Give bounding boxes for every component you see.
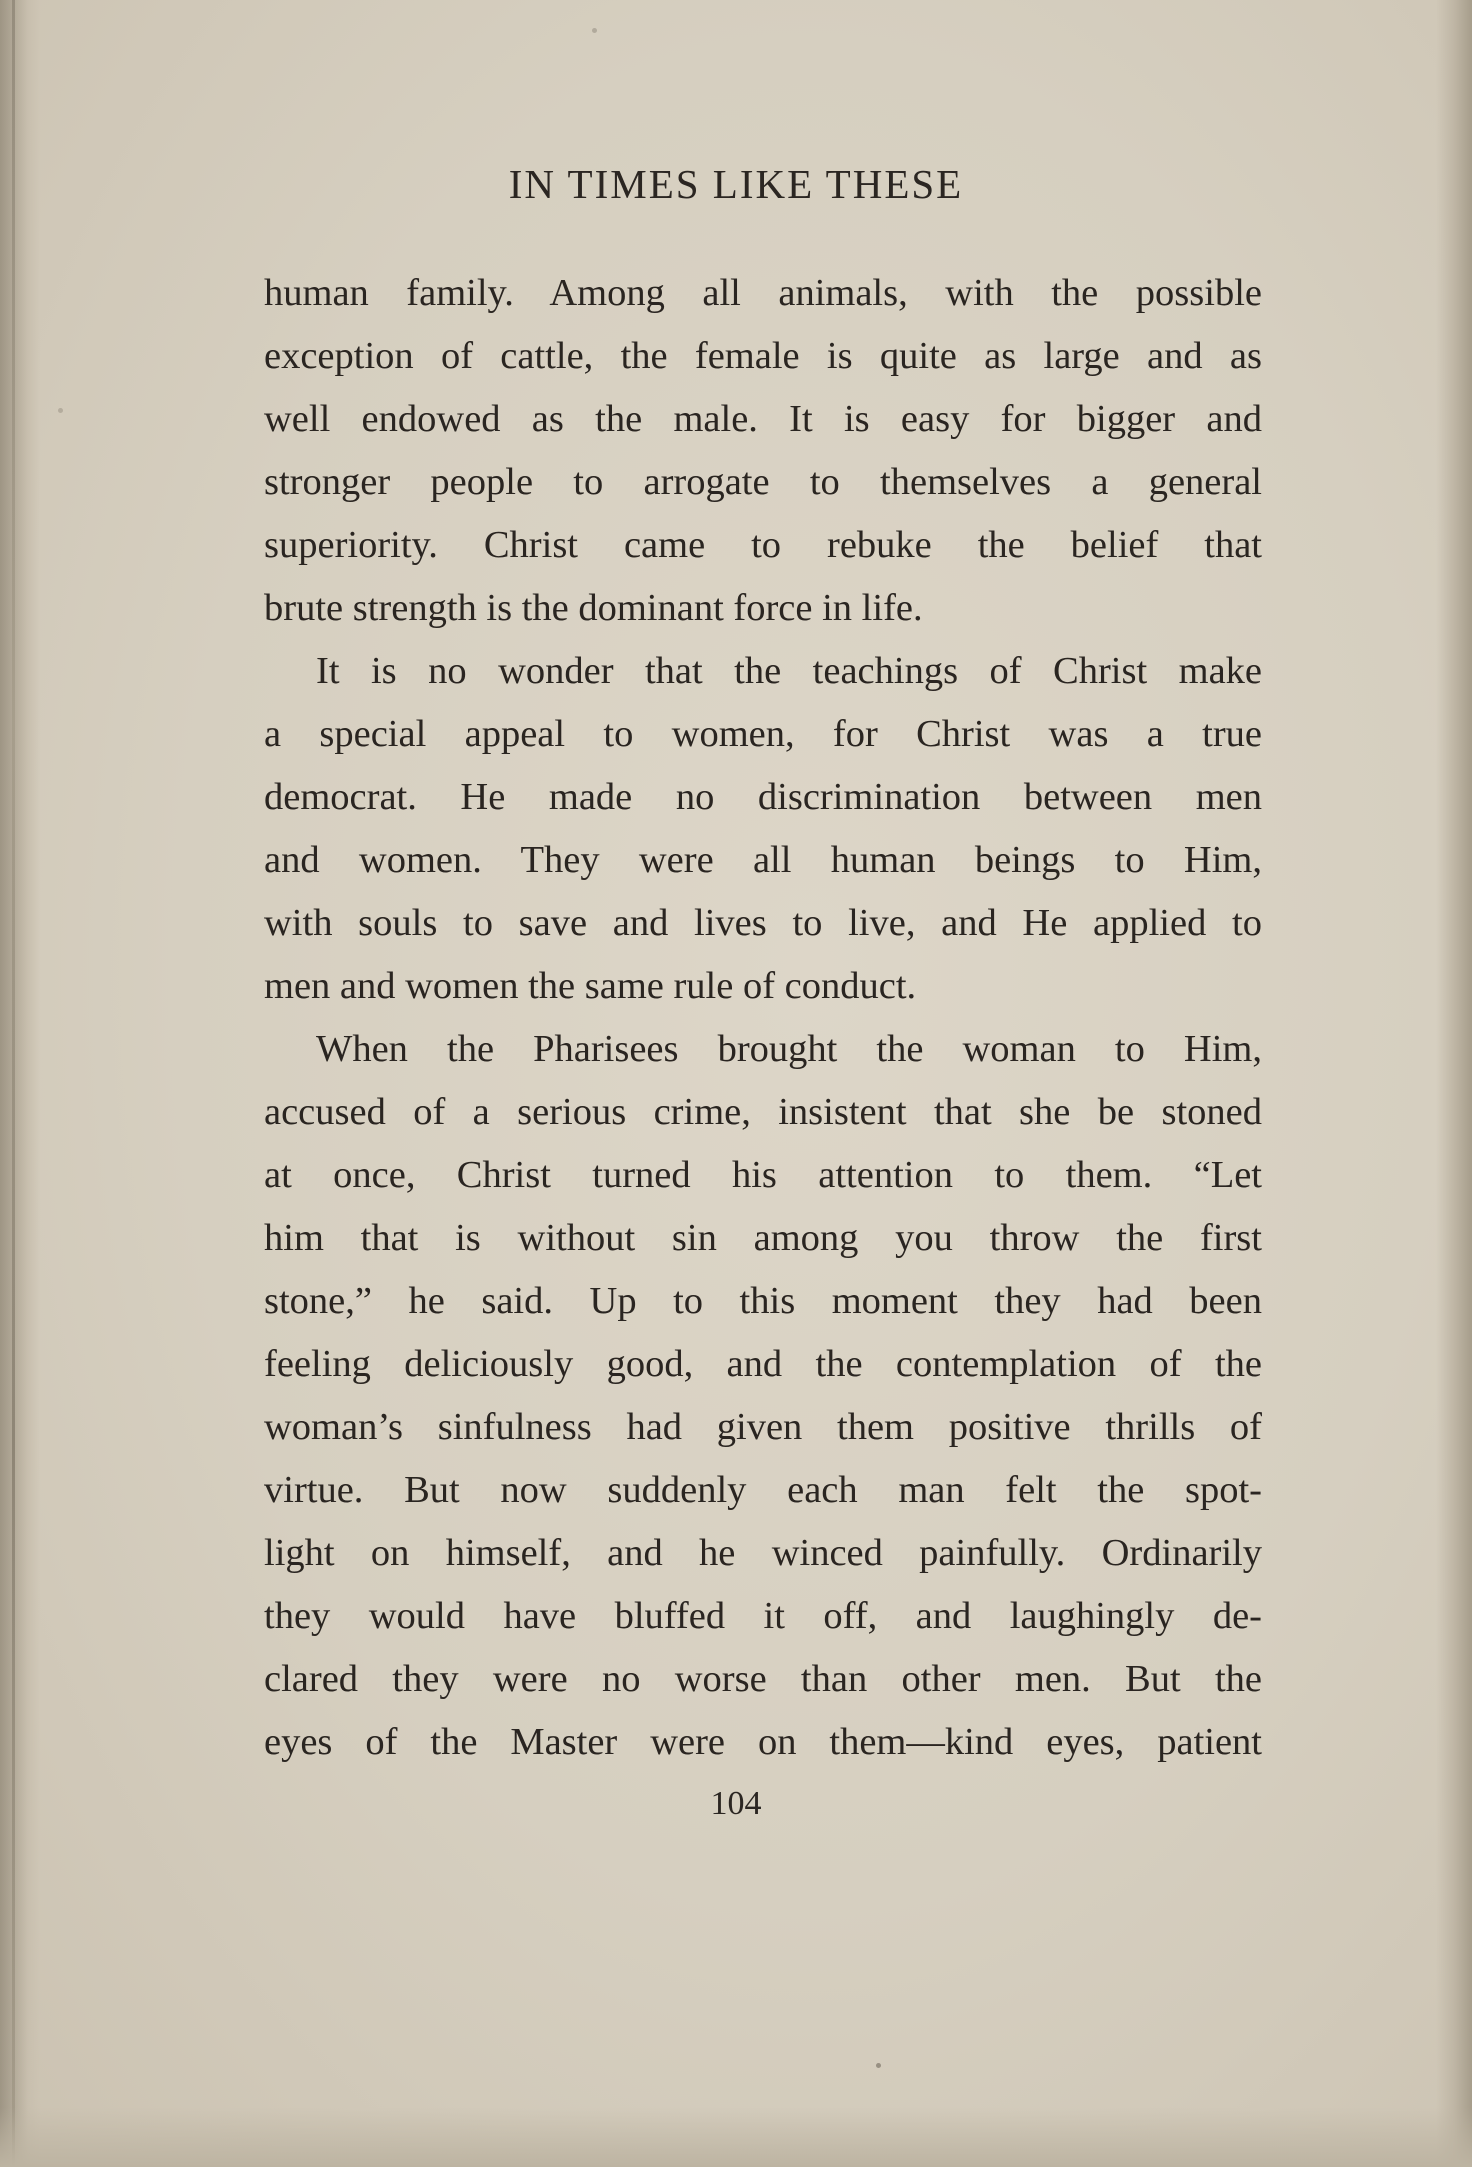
text-line: stone,” he said. Up to this moment they had been	[264, 1280, 1262, 1322]
text-line: clared they were no worse than other men. But the	[264, 1658, 1262, 1700]
text-line: It is no wonder that the teachings of Christ make	[316, 650, 1262, 692]
text-line: feeling deliciously good, and the contemplation of the	[264, 1343, 1262, 1385]
paper-speck	[876, 2063, 881, 2068]
paragraph	[264, 1018, 1262, 1774]
text-line: When the Pharisees brought the woman to Him,	[316, 1028, 1262, 1070]
text-line: human family. Among all animals, with the possible	[264, 272, 1262, 314]
text-line: and women. They were all human beings to Him,	[264, 839, 1262, 881]
body-text	[264, 262, 1262, 1774]
text-line: well endowed as the male. It is easy for bigger and	[264, 398, 1262, 440]
paper-speck	[592, 28, 597, 33]
text-line: light on himself, and he winced painfully. Ordinarily	[264, 1532, 1262, 1574]
page-bottom-shadow	[0, 2107, 1472, 2167]
paper-speck	[58, 408, 63, 413]
text-line: at once, Christ turned his attention to them. “Let	[264, 1154, 1262, 1196]
text-line: democrat. He made no discrimination between men	[264, 776, 1262, 818]
text-line: with souls to save and lives to live, and He applied to	[264, 902, 1262, 944]
text-line: stronger people to arrogate to themselves a general	[264, 461, 1262, 503]
page-number: 104	[710, 1785, 762, 1822]
page-edge-shadow	[1436, 0, 1472, 2167]
text-line: woman’s sinfulness had given them positive thrills of	[264, 1406, 1262, 1448]
text-line: a special appeal to women, for Christ was a true	[264, 713, 1262, 755]
text-line: virtue. But now suddenly each man felt the spot-	[264, 1469, 1262, 1511]
text-line: superiority. Christ came to rebuke the belief that	[264, 524, 1262, 566]
running-head: IN TIMES LIKE THESE	[508, 161, 964, 207]
text-line: him that is without sin among you throw the first	[264, 1217, 1262, 1259]
binding-gutter	[0, 0, 40, 2167]
text-line: accused of a serious crime, insistent that she be stoned	[264, 1091, 1262, 1133]
binding-crease	[12, 0, 15, 2167]
text-line: men and women the same rule of conduct.	[264, 965, 917, 1007]
text-line: they would have bluffed it off, and laughingly de-	[264, 1595, 1262, 1637]
text-line: eyes of the Master were on them—kind eyes, patient	[264, 1721, 1262, 1763]
text-line: exception of cattle, the female is quite as large and as	[264, 335, 1262, 377]
paragraph	[264, 262, 1262, 640]
paragraph	[264, 640, 1262, 1018]
text-line: brute strength is the dominant force in life.	[264, 587, 923, 629]
